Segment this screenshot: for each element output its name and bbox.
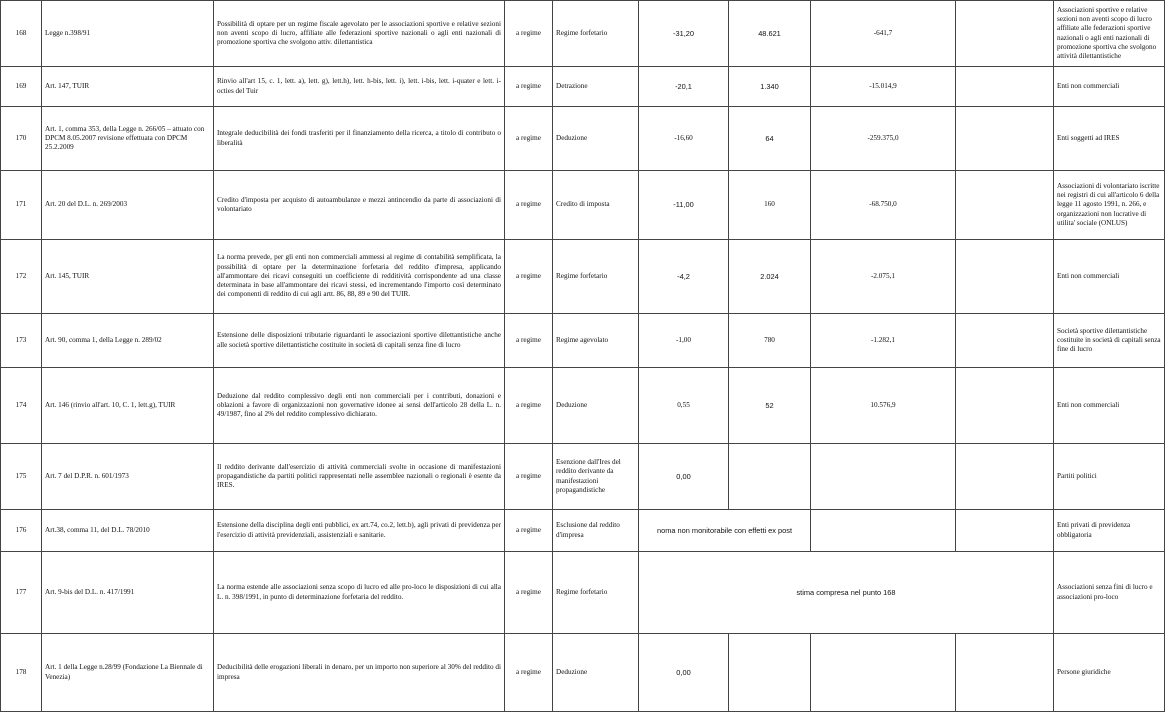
measure-type: Credito di imposta xyxy=(553,171,639,240)
beneficiaries: Enti soggetti ad IRES xyxy=(1054,107,1165,171)
status: a regime xyxy=(505,634,553,712)
value-4 xyxy=(956,314,1054,368)
measure-description: Deducibilità delle erogazioni liberali in denaro, per un importo non superiore al 30% del reddito di impresa xyxy=(214,634,505,712)
status: a regime xyxy=(505,552,553,634)
measure-type: Esenzione dall'Ires del reddito derivante da manifestazioni propagandistiche xyxy=(553,444,639,510)
value-4 xyxy=(956,67,1054,107)
row-number: 174 xyxy=(1,368,42,444)
value-3: -1.282,1 xyxy=(811,314,956,368)
table-row xyxy=(1,314,1165,368)
measure-description: Deduzione dal reddito complessivo degli enti non commerciali per i contributi, donazioni e oblazioni a favore di organizzazioni non governative idonee ai sensi dell'articolo 28 della L. n. 49/1987, fino al 2% del reddito complessivo dichiarato. xyxy=(214,368,505,444)
beneficiaries: Associazioni sportive e relative sezioni non aventi scopo di lucro affiliate alle federazioni sportive nazionali o agli enti nazionali di promozione sportiva che svolgono attività dilettantistiche xyxy=(1054,1,1165,67)
measure-type: Detrazione xyxy=(553,67,639,107)
norm-reference: Art. 9-bis del D.L. n. 417/1991 xyxy=(42,552,214,634)
norm-reference: Art. 90, comma 1, della Legge n. 289/02 xyxy=(42,314,214,368)
value-3 xyxy=(811,634,956,712)
value-1: -1,00 xyxy=(639,314,729,368)
row-number: 173 xyxy=(1,314,42,368)
value-1: 0,55 xyxy=(639,368,729,444)
status: a regime xyxy=(505,1,553,67)
row-number: 171 xyxy=(1,171,42,240)
value-2: 2.024 xyxy=(729,240,811,314)
row-number: 176 xyxy=(1,510,42,552)
value-3 xyxy=(811,510,956,552)
norm-reference: Art. 1, comma 353, della Legge n. 266/05 – attuato con DPCM 8.05.2007 revisione effettuata con DPCM 25.2.2009 xyxy=(42,107,214,171)
norm-reference: Art.38, comma 11, del D.L. 78/2010 xyxy=(42,510,214,552)
value-1: -16,60 xyxy=(639,107,729,171)
norm-reference: Art. 146 (rinvio all'art. 10, C. 1, lett.g), TUIR xyxy=(42,368,214,444)
measure-description: Estensione delle disposizioni tributarie riguardanti le associazioni sportive dilettantistiche anche alle società sportive dilettantistiche costituite in società di capitali senza fine di lucro xyxy=(214,314,505,368)
measure-type: Deduzione xyxy=(553,368,639,444)
beneficiaries: Enti non commerciali xyxy=(1054,67,1165,107)
beneficiaries: Enti non commerciali xyxy=(1054,368,1165,444)
value-3: -68.750,0 xyxy=(811,171,956,240)
measure-type: Esclusione dal reddito d'impresa xyxy=(553,510,639,552)
measure-description: La norma estende alle associazioni senza scopo di lucro ed alle pro-loco le disposizioni di cui alla L. n. 398/1991, in punto di determinazione forfetaria del reddito. xyxy=(214,552,505,634)
table-row xyxy=(1,171,1165,240)
row-number: 178 xyxy=(1,634,42,712)
value-1: 0,00 xyxy=(639,634,729,712)
row-number: 169 xyxy=(1,67,42,107)
measure-description: Il reddito derivante dall'esercizio di attività commerciali svolte in occasione di manifestazioni propagandistiche da partiti politici rappresentati nelle assemblee nazionali o regionali è esente da IRES. xyxy=(214,444,505,510)
status: a regime xyxy=(505,171,553,240)
measure-description: Rinvio all'art 15, c. 1, lett. a), lett. g), lett.h), lett. h-bis, lett. i), lett. i-bis, lett. i-quater e lett. i-octies del Tuir xyxy=(214,67,505,107)
table-row xyxy=(1,444,1165,510)
status: a regime xyxy=(505,240,553,314)
table-row xyxy=(1,1,1165,67)
table-row xyxy=(1,634,1165,712)
measure-type: Regime forfetario xyxy=(553,1,639,67)
value-4 xyxy=(956,171,1054,240)
measure-type: Regime forfetario xyxy=(553,240,639,314)
status: a regime xyxy=(505,67,553,107)
value-1: -20,1 xyxy=(639,67,729,107)
value-4 xyxy=(956,368,1054,444)
value-4 xyxy=(956,444,1054,510)
norm-reference: Art. 7 del D.P.R. n. 601/1973 xyxy=(42,444,214,510)
measure-description: La norma prevede, per gli enti non commerciali ammessi al regime di contabilità semplificata, la possibilità di optare per la determinazione forfetaria del reddito d'impresa, applicando all'ammontare dei ricavi conseguiti un coefficiente di redditività corrispondente ad una classe determinata in base all'ammontare dei ricavi stessi, ed incrementando l'importo così determinato dei componenti di reddito di cui agli artt. 86, 88, 89 e 90 del TUIR. xyxy=(214,240,505,314)
value-2: 52 xyxy=(729,368,811,444)
table-row xyxy=(1,240,1165,314)
measure-type: Deduzione xyxy=(553,107,639,171)
beneficiaries: Enti non commerciali xyxy=(1054,240,1165,314)
table-row xyxy=(1,510,1165,552)
value-3: -641,7 xyxy=(811,1,956,67)
status: a regime xyxy=(505,444,553,510)
beneficiaries: Enti privati di previdenza obbligatoria xyxy=(1054,510,1165,552)
value-4 xyxy=(956,510,1054,552)
value-2: 1.340 xyxy=(729,67,811,107)
status: a regime xyxy=(505,314,553,368)
beneficiaries: Partiti politici xyxy=(1054,444,1165,510)
measure-description: Credito d'imposta per acquisto di autoambulanze e mezzi antincendio da parte di associazioni di volontariato xyxy=(214,171,505,240)
measure-description: Integrale deducibilità dei fondi trasferiti per il finanziamento della ricerca, a titolo di contributo o liberalità xyxy=(214,107,505,171)
value-1: 0,00 xyxy=(639,444,729,510)
value-1: -11,00 xyxy=(639,171,729,240)
value-2 xyxy=(729,444,811,510)
value-2: 64 xyxy=(729,107,811,171)
value-4 xyxy=(956,107,1054,171)
value-2: 160 xyxy=(729,171,811,240)
table-row xyxy=(1,107,1165,171)
value-4 xyxy=(956,634,1054,712)
table-row xyxy=(1,552,1165,634)
status: a regime xyxy=(505,107,553,171)
norm-reference: Art. 147, TUIR xyxy=(42,67,214,107)
measure-type: Regime forfetario xyxy=(553,552,639,634)
value-1: -31,20 xyxy=(639,1,729,67)
measure-description: Estensione della disciplina degli enti pubblici, ex art.74, co.2, lett.b), agli privati di previdenza per l'esercizio di attività previdenziali, assistenziali e sanitarie. xyxy=(214,510,505,552)
table-row xyxy=(1,368,1165,444)
row-number: 168 xyxy=(1,1,42,67)
value-4 xyxy=(956,1,1054,67)
norm-reference: Art. 1 della Legge n.28/99 (Fondazione La Biennale di Venezia) xyxy=(42,634,214,712)
row-number: 177 xyxy=(1,552,42,634)
value-3: -2.075,1 xyxy=(811,240,956,314)
measure-description: Possibilità di optare per un regime fiscale agevolato per le associazioni sportive e relative sezioni non aventi scopo di lucro, affiliate alle federazioni sportive nazionali o agli enti nazionali di promozione sportiva che svolgono attiv. dilettantistica xyxy=(214,1,505,67)
measure-type: Regime agevolato xyxy=(553,314,639,368)
value-2 xyxy=(729,634,811,712)
value-4 xyxy=(956,240,1054,314)
norm-reference: Art. 145, TUIR xyxy=(42,240,214,314)
beneficiaries: Società sportive dilettantistiche costituite in società di capitali senza fine di lucro xyxy=(1054,314,1165,368)
beneficiaries: Persone giuridiche xyxy=(1054,634,1165,712)
status: a regime xyxy=(505,368,553,444)
norm-reference: Art. 20 del D.L. n. 269/2003 xyxy=(42,171,214,240)
norm-reference: Legge n.398/91 xyxy=(42,1,214,67)
beneficiaries: Associazioni di volontariato iscritte nei registri di cui all'articolo 6 della legge 11 agosto 1991, n. 266, e organizzazioni non lucrative di utilita' sociale (ONLUS) xyxy=(1054,171,1165,240)
value-3: 10.576,9 xyxy=(811,368,956,444)
row-number: 175 xyxy=(1,444,42,510)
value-1: -4,2 xyxy=(639,240,729,314)
table-row xyxy=(1,67,1165,107)
status: a regime xyxy=(505,510,553,552)
value-3: -259.375,0 xyxy=(811,107,956,171)
value-3 xyxy=(811,444,956,510)
value-note: noma non monitorabile con effetti ex post xyxy=(639,510,811,552)
measure-type: Deduzione xyxy=(553,634,639,712)
row-number: 172 xyxy=(1,240,42,314)
value-2: 48.621 xyxy=(729,1,811,67)
value-2: 780 xyxy=(729,314,811,368)
beneficiaries: Associazioni senza fini di lucro e associazioni pro-loco xyxy=(1054,552,1165,634)
value-3: -15.014,9 xyxy=(811,67,956,107)
row-number: 170 xyxy=(1,107,42,171)
estimate-note: stima compresa nel punto 168 xyxy=(639,552,1054,634)
